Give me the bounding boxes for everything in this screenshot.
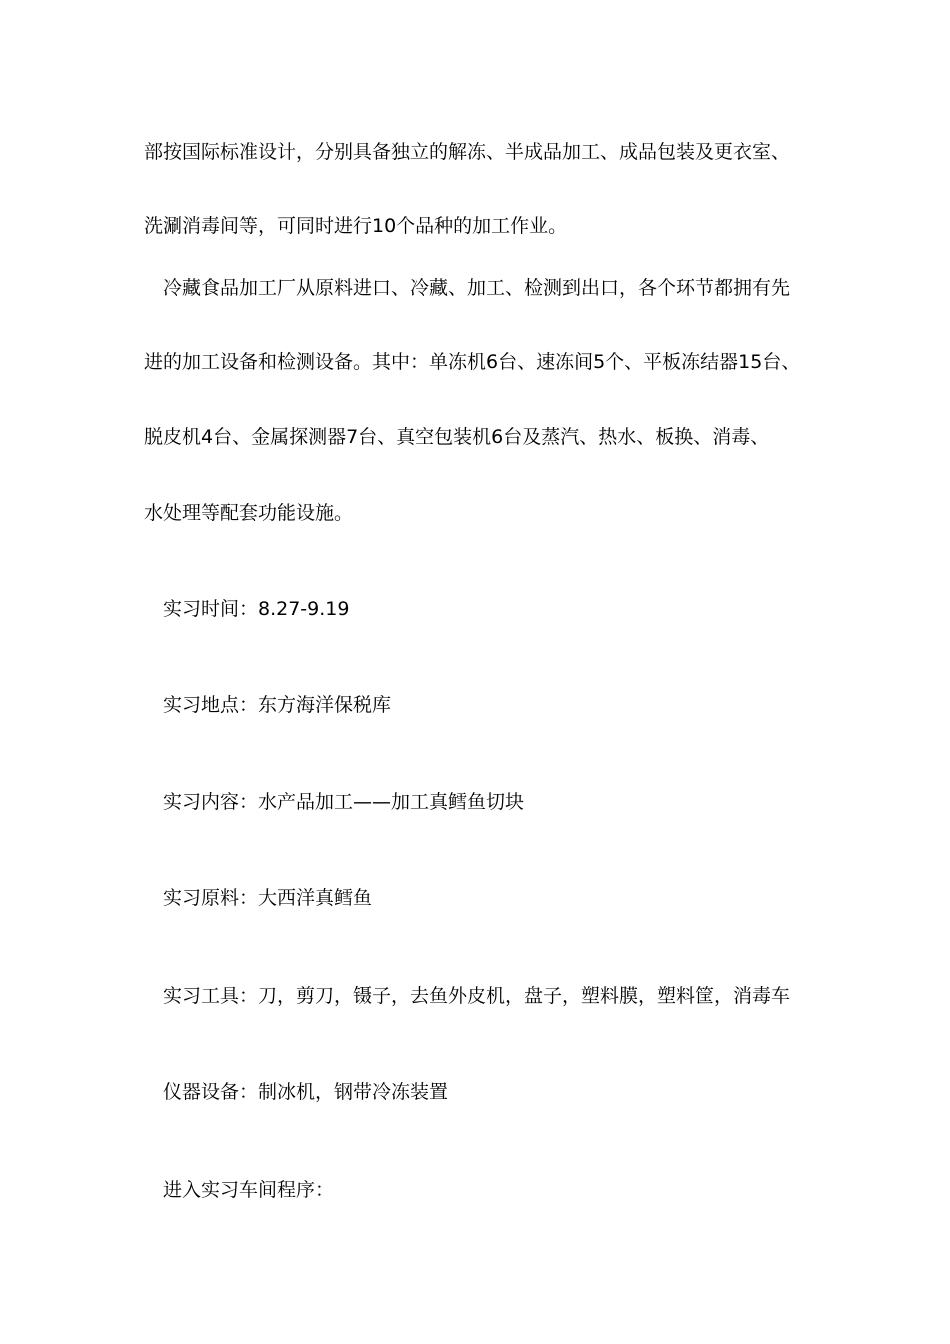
internship-time: 实习时间：8.27-9.19 — [163, 598, 350, 620]
paragraph1-line2: 洗涮消毒间等，可同时进行10个品种的加工作业。 — [144, 215, 568, 237]
internship-tools: 实习工具：刀，剪刀，镊子，去鱼外皮机，盘子，塑料膜，塑料筐，消毒车 — [163, 985, 791, 1007]
instrument-equipment: 仪器设备：制冰机，钢带冷冻装置 — [163, 1081, 449, 1103]
internship-location: 实习地点：东方海洋保税库 — [163, 694, 392, 716]
paragraph2-line2: 进的加工设备和检测设备。其中：单冻机6台、速冻间5个、平板冻结器15台、 — [144, 351, 801, 373]
paragraph2-line3: 脱皮机4台、金属探测器7台、真空包装机6台及蒸汽、热水、板换、消毒、 — [144, 426, 770, 448]
internship-material: 实习原料：大西洋真鳕鱼 — [163, 887, 373, 909]
paragraph1-line1: 部按国际标准设计，分别具备独立的解冻、半成品加工、成品包装及更衣室、 — [144, 141, 791, 163]
paragraph2-line1: 冷藏食品加工厂从原料进口、冷藏、加工、检测到出口，各个环节都拥有先 — [163, 277, 791, 299]
internship-content: 实习内容：水产品加工——加工真鳕鱼切块 — [163, 791, 525, 813]
paragraph2-line4: 水处理等配套功能设施。 — [144, 502, 354, 524]
workshop-entry-procedure: 进入实习车间程序： — [163, 1179, 335, 1201]
